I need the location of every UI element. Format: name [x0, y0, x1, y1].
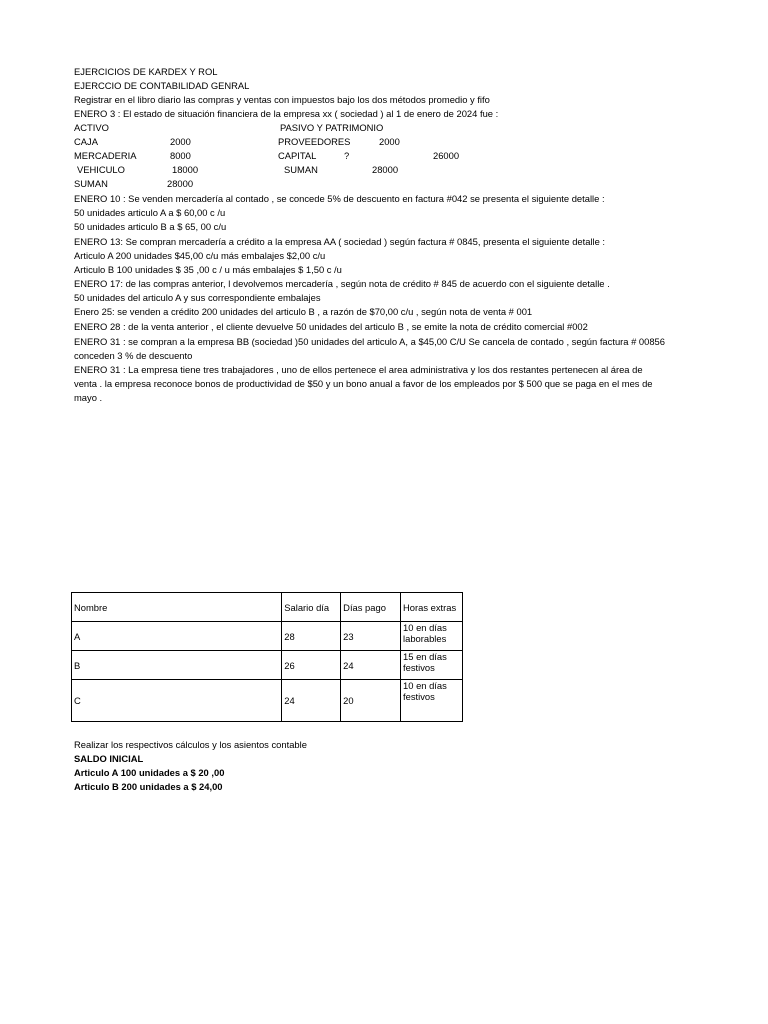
transaction-line: ENERO 31 : se compran a la empresa BB (sociedad )50 unidades del articulo A, a $45,00 C/U Se cancela de contado , según factura # 00856	[74, 336, 665, 347]
document-title: EJERCICIOS DE KARDEX Y ROL	[74, 66, 218, 77]
saldo-item-b: Articulo B 200 unidades a $ 24,00	[74, 781, 223, 792]
table-row	[72, 622, 463, 651]
pasivo-header: PASIVO Y PATRIMONIO	[280, 122, 384, 133]
cell-nombre: A	[72, 622, 282, 651]
transaction-line: ENERO 31 : La empresa tiene tres trabajadores , uno de ellos pertenece el area administrativa y los dos restantes pertenecen al área de	[74, 364, 643, 375]
transaction-line: ENERO 17: de las compras anterior, l devolvemos mercadería , según nota de crédito # 845 de acuerdo con el siguiente detalle .	[74, 278, 610, 289]
capital-question: ?	[344, 150, 350, 161]
transaction-line: mayo .	[74, 392, 103, 403]
transaction-line: ENERO 10 : Se venden mercadería al contado , se concede 5% de descuento en factura #042 se presenta el siguiente detalle :	[74, 193, 605, 204]
cell-nombre: C	[72, 680, 282, 722]
transaction-line: 50 unidades articulo B a $ 65, 00 c/u	[74, 221, 227, 232]
cell-nombre: B	[72, 651, 282, 680]
mercaderia-value: 8000	[170, 150, 191, 161]
header-horas-extras: Horas extras	[401, 593, 463, 622]
header-nombre: Nombre	[72, 593, 282, 622]
instructions-text: Registrar en el libro diario las compras y ventas con impuestos bajo los dos métodos promedio y fifo	[74, 94, 490, 105]
header-salario-dia: Salario día	[282, 593, 341, 622]
task-text: Realizar los respectivos cálculos y los asientos contable	[74, 739, 307, 750]
cell-horas: 15 en días festivos	[401, 651, 463, 680]
cell-dias: 20	[341, 680, 401, 722]
transaction-line: Articulo A 200 unidades $45,00 c/u más embalajes $2,00 c/u	[74, 250, 326, 261]
cell-salario: 24	[282, 680, 341, 722]
activo-header: ACTIVO	[74, 122, 109, 133]
cell-dias: 23	[341, 622, 401, 651]
transaction-line: venta . la empresa reconoce bonos de productividad de $50 y un bono anual a favor de los empleados por $ 500 que se paga en el mes de	[74, 378, 653, 389]
transaction-line: conceden 3 % de descuento	[74, 350, 193, 361]
transaction-line: ENERO 13: Se compran mercadería a crédito a la empresa AA ( sociedad ) según factura # 0845, presenta el siguiente detalle :	[74, 236, 606, 247]
header-dias-pago: Días pago	[341, 593, 401, 622]
document-subtitle: EJERCCIO DE CONTABILIDAD GENRAL	[74, 80, 250, 91]
suman-label-left: SUMAN	[74, 178, 108, 189]
capital-label: CAPITAL	[278, 150, 317, 161]
mercaderia-label: MERCADERIA	[74, 150, 137, 161]
transaction-line: 50 unidades del articulo A y sus correspondiente embalajes	[74, 292, 321, 303]
table-row	[72, 651, 463, 680]
cell-salario: 26	[282, 651, 341, 680]
proveedores-label: PROVEEDORES	[278, 136, 351, 147]
caja-value: 2000	[170, 136, 191, 147]
transaction-line: Articulo B 100 unidades $ 35 ,00 c / u más embalajes $ 1,50 c /u	[74, 264, 342, 275]
transaction-line: ENERO 28 : de la venta anterior , el cliente devuelve 50 unidades del articulo B , se emite la nota de crédito comercial #002	[74, 321, 588, 332]
cell-salario: 28	[282, 622, 341, 651]
suman-value-left: 28000	[167, 178, 194, 189]
balance-intro: ENERO 3 : El estado de situación financiera de la empresa xx ( sociedad ) al 1 de enero de 2024 fue :	[74, 108, 499, 119]
vehiculo-value: 18000	[172, 164, 199, 175]
transaction-line: Enero 25: se venden a crédito 200 unidades del articulo B , a razón de $70,00 c/u , según nota de venta # 001	[74, 306, 533, 317]
suman-label-right: SUMAN	[284, 164, 318, 175]
cell-horas: 10 en días laborables	[401, 622, 463, 651]
saldo-inicial-title: SALDO INICIAL	[74, 753, 144, 764]
caja-label: CAJA	[74, 136, 98, 147]
table-header-row	[72, 593, 463, 622]
payroll-table	[71, 592, 463, 722]
cell-horas: 10 en días festivos	[401, 680, 463, 722]
cell-dias: 24	[341, 651, 401, 680]
capital-value: 26000	[433, 150, 460, 161]
saldo-item-a: Articulo A 100 unidades a $ 20 ,00	[74, 767, 225, 778]
vehiculo-label: VEHICULO	[77, 164, 125, 175]
table-row	[72, 680, 463, 722]
proveedores-value: 2000	[379, 136, 400, 147]
suman-value-right: 28000	[372, 164, 399, 175]
transaction-line: 50 unidades articulo A a $ 60,00 c /u	[74, 207, 226, 218]
